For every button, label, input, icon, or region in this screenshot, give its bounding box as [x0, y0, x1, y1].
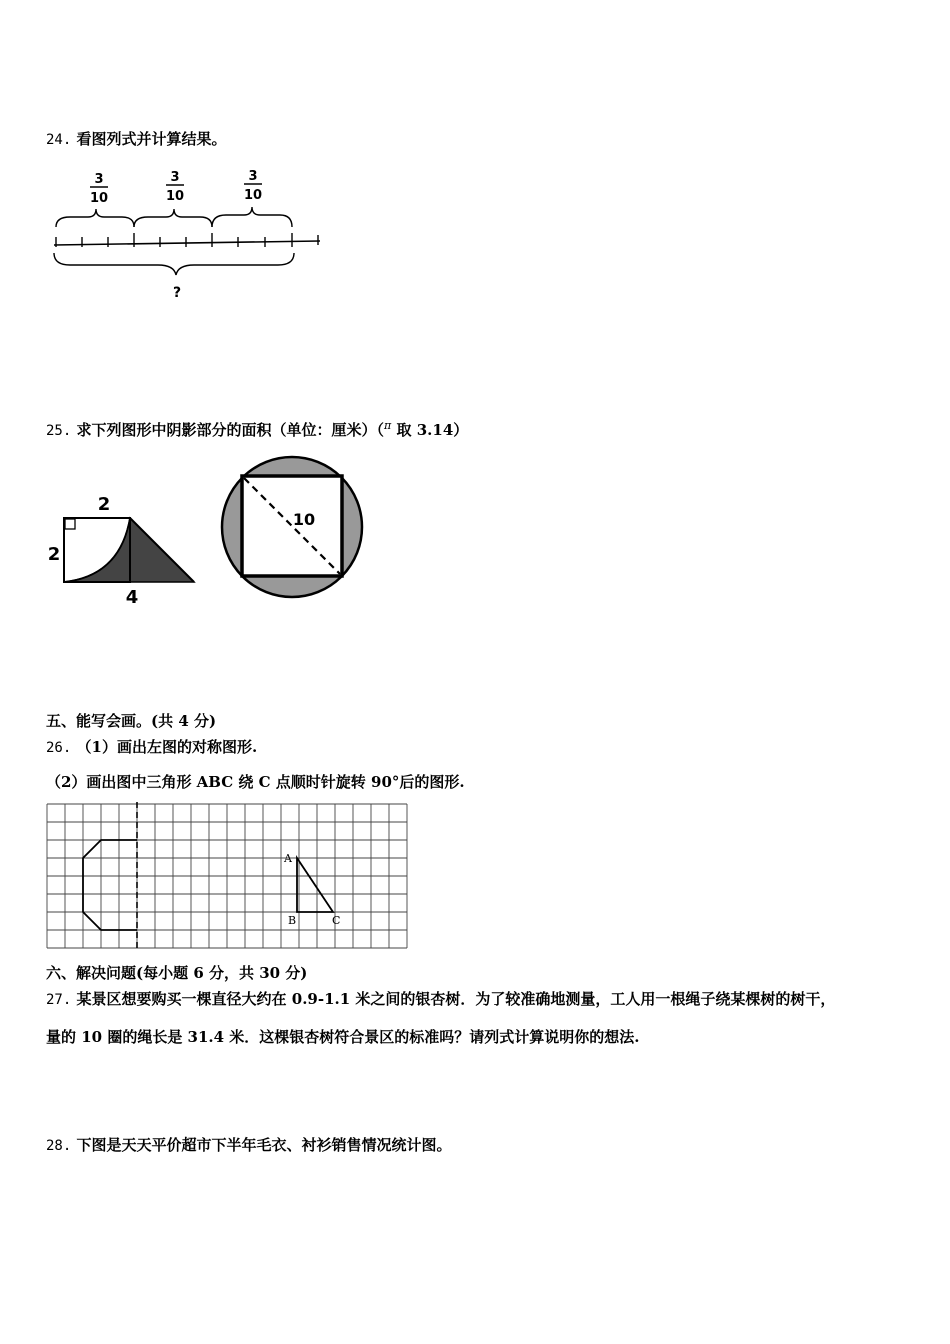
fraction-2 [166, 170, 184, 204]
top-brace-3 [212, 207, 292, 227]
q27-number: 27. [46, 992, 72, 1008]
fig2-diag-label: 10 [292, 510, 316, 529]
q28-line [46, 1134, 452, 1155]
q25-line [46, 419, 468, 440]
q26-part1: （1）画出左图的对称图形. [76, 738, 258, 756]
number-line [54, 241, 320, 245]
q25-text-end: 取 3.14） [396, 421, 469, 439]
q25-figure-1 [44, 490, 204, 610]
q24-text: 看图列式并计算结果。 [76, 130, 227, 148]
q26-grid-figure [46, 802, 410, 952]
top-brace-1 [56, 209, 134, 227]
fraction-1 [90, 172, 108, 206]
fraction-1-den: 10 [89, 191, 109, 206]
fraction-3 [244, 169, 262, 203]
fraction-3-num: 3 [248, 169, 258, 184]
question-mark: ? [172, 285, 182, 301]
label-c: C [332, 914, 341, 927]
pi-symbol: π [384, 419, 392, 432]
grid-lines [47, 804, 407, 948]
q24-number: 24. [46, 132, 72, 148]
q28-text: 下图是天天平价超市下半年毛衣、衬衫销售情况统计图。 [76, 1136, 452, 1154]
q26-line [46, 736, 257, 757]
section-6-title: 六、解决问题(每小题 6 分，共 30 分) [46, 964, 308, 982]
q27-text-1: 某景区想要购买一棵直径大约在 0.9-1.1 米之间的银杏树．为了较准确地测量，工人用一根绳子绕某棵树的树干， [76, 990, 836, 1008]
fig1-left-label: 2 [47, 544, 61, 565]
label-b: B [288, 914, 297, 927]
q25-text: 求下列图形中阴影部分的面积（单位：厘米）（ [76, 421, 385, 439]
fraction-1-num: 3 [94, 172, 104, 187]
q25-figure-2 [218, 455, 368, 605]
q26-part2: （2）画出图中三角形 ABC 绕 C 点顺时针旋转 90°后的图形. [46, 773, 465, 791]
fraction-2-num: 3 [170, 170, 180, 185]
top-brace-2 [134, 209, 212, 227]
q24-line [46, 128, 227, 149]
section-5-title: 五、能写会画。(共 4 分) [46, 712, 217, 730]
q28-number: 28. [46, 1138, 72, 1154]
label-a: A [284, 852, 292, 865]
fig1-top-label: 2 [97, 494, 111, 515]
left-shape [83, 840, 137, 930]
q27-line-2: 量的 10 圈的绳长是 31.4 米．这棵银杏树符合景区的标准吗？请列式计算说明你的想法. [46, 1028, 640, 1046]
fig1-bottom-label: 4 [125, 587, 139, 608]
q26-number: 26. [46, 740, 72, 756]
q25-number: 25. [46, 423, 72, 439]
q24-figure [50, 165, 330, 305]
q27-line-1 [46, 988, 835, 1009]
bottom-brace [54, 253, 294, 275]
fraction-3-den: 10 [243, 188, 263, 203]
fraction-2-den: 10 [165, 189, 185, 204]
triangle-abc [297, 858, 333, 912]
